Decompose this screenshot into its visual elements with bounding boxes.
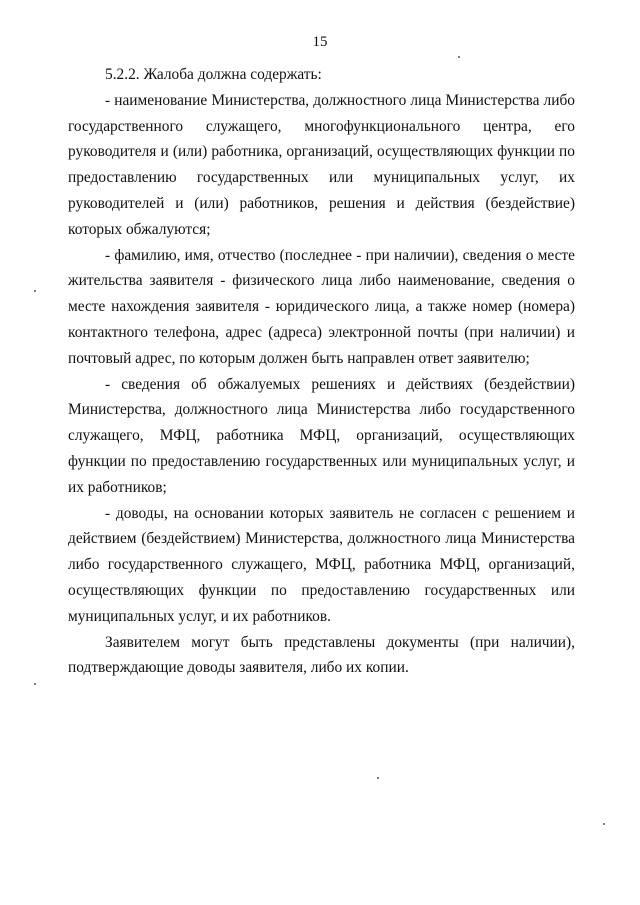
closing-paragraph: Заявителем могут быть представлены документы (при наличии), подтверждающие доводы заявителя, либо их копии.: [68, 633, 575, 677]
list-item-appealed-decisions: - сведения об обжалуемых решениях и действиях (бездействии) Министерства, должностного лица Министерства либо государственного служащего, МФЦ, работника МФЦ, организаций, осуществляющих функции по предоставлению государственных или муниципальных услуг, и их работников;: [68, 375, 575, 496]
scan-speck: [34, 290, 36, 292]
section-heading: 5.2.2. Жалоба должна содержать:: [105, 66, 322, 83]
scan-speck: [458, 56, 460, 58]
list-item-arguments: - доводы, на основании которых заявитель не согласен с решением и действием (бездействием) Министерства, должностного лица Министерства либо государственного служащего, МФЦ, работника МФЦ, организаций, осуществляющих функции по предоставлению государственных или муниципальных услуг, и их работников.: [68, 504, 575, 625]
scan-speck: [603, 823, 605, 825]
list-item-applicant-details: - фамилию, имя, отчество (последнее - при наличии), сведения о месте жительства заявителя - физического лица либо наименование, сведения о месте нахождения заявителя - юридического лица, а также номер (номера) контактного телефона, адрес (адреса) электронной почты (при наличии) и почтовый адрес, по которым должен быть направлен ответ заявителю;: [68, 246, 575, 367]
scan-speck: [377, 777, 379, 779]
scan-speck: [34, 683, 36, 685]
list-item-name-of-ministry: - наименование Министерства, должностного лица Министерства либо государственного служащего, многофункционального центра, его руководителя и (или) работника, организаций, осуществляющих функции по предоставлению государственных или муниципальных услуг, их руководителей и (или) работников, решения и действия (бездействие) которых обжалуются;: [68, 91, 575, 238]
page-number: 15: [312, 34, 328, 50]
document-body: [68, 62, 575, 681]
